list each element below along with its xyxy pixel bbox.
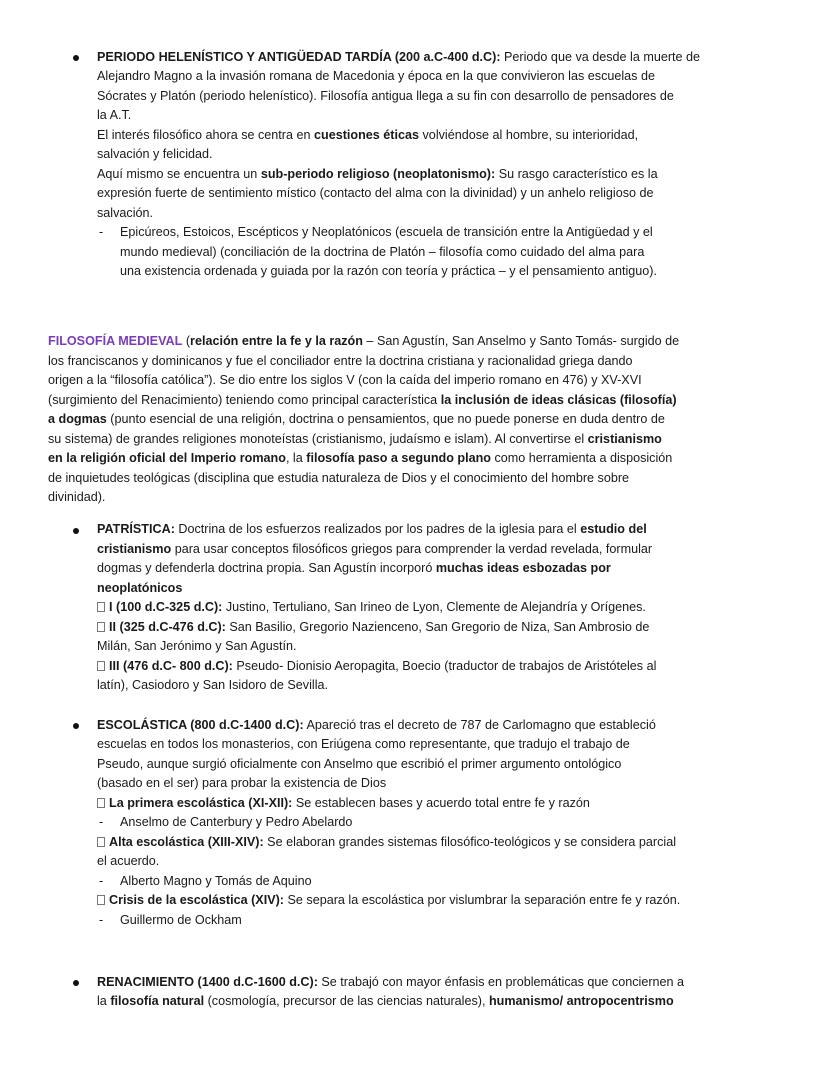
medieval-line-1: FILOSOFÍA MEDIEVAL (relación entre la fe y la razón – San Agustín, San Anselmo y Santo Tomás- surgido de [48,334,680,348]
patristica-line-4: neoplatónicos [97,581,183,595]
helenistico-sub-line-1: Epicúreos, Estoicos, Escépticos y Neoplatónicos (escuela de transición entre la Antigüedad y el [120,225,653,239]
medieval-title: FILOSOFÍA MEDIEVAL [48,334,183,348]
escolastica-line-3: Pseudo, aunque surgió oficialmente con Anselmo que escribió el primer argumento ontológico [97,757,622,771]
medieval-line-8: de inquietudes teológicas (disciplina que estudia naturaleza de Dios y el conocimiento del hombre sobre [48,471,630,485]
renacimiento-line-1: RENACIMIENTO (1400 d.C-1600 d.C): Se trabajó con mayor énfasis en problemáticas que conciernen a [97,975,685,989]
bullet-patristica [73,528,79,534]
medieval-line-2: los franciscanos y dominicanos y fue el conciliador entre la doctrina cristiana y racionalidad griega dando [48,354,633,368]
patristica-period-1: I (100 d.C-325 d.C): Justino, Tertuliano, San Irineo de Lyon, Clemente de Alejandría y Orígenes. [97,598,646,618]
patristica-period-2: II (325 d.C-476 d.C): San Basilio, Gregorio Nazienceno, San Gregorio de Niza, San Ambrosio de [97,618,649,638]
dash-marker: - [99,874,104,888]
helenistico-line-5: El interés filosófico ahora se centra en cuestiones éticas volviéndose al hombre, su interioridad, [97,128,639,142]
escolastica-phase-2-cont: el acuerdo. [97,854,160,868]
renacimiento-line-2: la filosofía natural (cosmología, precursor de las ciencias naturales), humanismo/ antropocentrismo [97,994,674,1008]
escolastica-line-1: ESCOLÁSTICA (800 d.C-1400 d.C): Apareció tras el decreto de 787 de Carlomagno que estableció [97,718,656,732]
helenistico-line-8: expresión fuerte de sentimiento místico (contacto del alma con la divinidad) y un anhelo religioso de [97,186,654,200]
helenistico-line-7: Aquí mismo se encuentra un sub-periodo religioso (neoplatonismo): Su rasgo característico es la [97,167,658,181]
patristica-period-3: III (476 d.C- 800 d.C): Pseudo- Dionisio Aeropagita, Boecio (traductor de trabajos de Aristóteles al [97,657,656,677]
helenistico-line-9: salvación. [97,206,154,220]
helenistico-line-4: la A.T. [97,108,132,122]
escolastica-phase-2-authors: Alberto Magno y Tomás de Aquino [120,874,312,888]
box-glyph-icon [97,798,105,808]
box-glyph-icon [97,622,105,632]
helenistico-line-3: Sócrates y Platón (periodo helenístico). Filosofía antigua llega a su fin con desarrollo de pensadores de [97,89,674,103]
medieval-line-6: su sistema) de grandes religiones monoteístas (cristianismo, judaísmo e islam). Al convertirse el cristianismo [48,432,662,446]
dash-marker: - [99,815,104,829]
escolastica-phase-3-authors: Guillermo de Ockham [120,913,242,927]
patristica-period-2-cont: Milán, San Jerónimo y San Agustín. [97,639,297,653]
bullet-escolastica [73,723,79,729]
bullet-renacimiento [73,980,79,986]
dash-marker: - [99,225,104,239]
escolastica-phase-2: Alta escolástica (XIII-XIV): Se elaboran grandes sistemas filosófico-teológicos y se considera parcial [97,833,676,853]
helenistico-line-1: PERIODO HELENÍSTICO Y ANTIGÜEDAD TARDÍA (200 a.C-400 d.C): Periodo que va desde la muerte de [97,50,701,64]
escolastica-phase-3: Crisis de la escolástica (XIV): Se separa la escolástica por vislumbrar la separación entre fe y razón. [97,891,680,911]
box-glyph-icon [97,837,105,847]
medieval-line-7: en la religión oficial del Imperio romano, la filosofía paso a segundo plano como herramienta a disposición [48,451,673,465]
helenistico-line-6: salvación y felicidad. [97,147,213,161]
helenistico-sub-line-2: mundo medieval) (conciliación de la doctrina de Platón – filosofía como cuidado del alma para [120,245,645,259]
patristica-line-1: PATRÍSTICA: Doctrina de los esfuerzos realizados por los padres de la iglesia para el estudio del [97,522,647,536]
patristica-period-3-cont: latín), Casiodoro y San Isidoro de Sevilla. [97,678,329,692]
box-glyph-icon [97,602,105,612]
box-glyph-icon [97,661,105,671]
medieval-line-4: (surgimiento del Renacimiento) teniendo como principal característica la inclusión de ideas clásicas (filosofía) [48,393,677,407]
escolastica-phase-1-authors: Anselmo de Canterbury y Pedro Abelardo [120,815,353,829]
helenistico-line-2: Alejandro Magno a la invasión romana de Macedonia y época en la que convivieron las escuelas de [97,69,655,83]
medieval-line-9: divinidad). [48,490,106,504]
box-glyph-icon [97,895,105,905]
escolastica-phase-1: La primera escolástica (XI-XII): Se establecen bases y acuerdo total entre fe y razón [97,794,590,814]
dash-marker: - [99,913,104,927]
escolastica-line-2: escuelas en todos los monasterios, con Eriúgena como representante, que tradujo el trabajo de [97,737,630,751]
escolastica-line-4: (basado en el ser) para probar la existencia de Dios [97,776,387,790]
patristica-line-3: dogmas y defenderla doctrina propia. San Agustín incorporó muchas ideas esbozadas por [97,561,611,575]
medieval-line-3: origen a la “filosofía católica”). Se dio entre los siglos V (con la caída del imperio romano en 476) y XV-XVI [48,373,642,387]
medieval-line-5: a dogmas (punto esencial de una religión, doctrina o pensamientos, que no puede ponerse en duda dentro de [48,412,665,426]
patristica-line-2: cristianismo para usar conceptos filosóficos griegos para comprender la verdad revelada, formular [97,542,653,556]
bullet-helenistico [73,55,79,61]
helenistico-sub-line-3: una existencia ordenada y guiada por la razón con teoría y práctica – y el pensamiento antiguo). [120,264,657,278]
